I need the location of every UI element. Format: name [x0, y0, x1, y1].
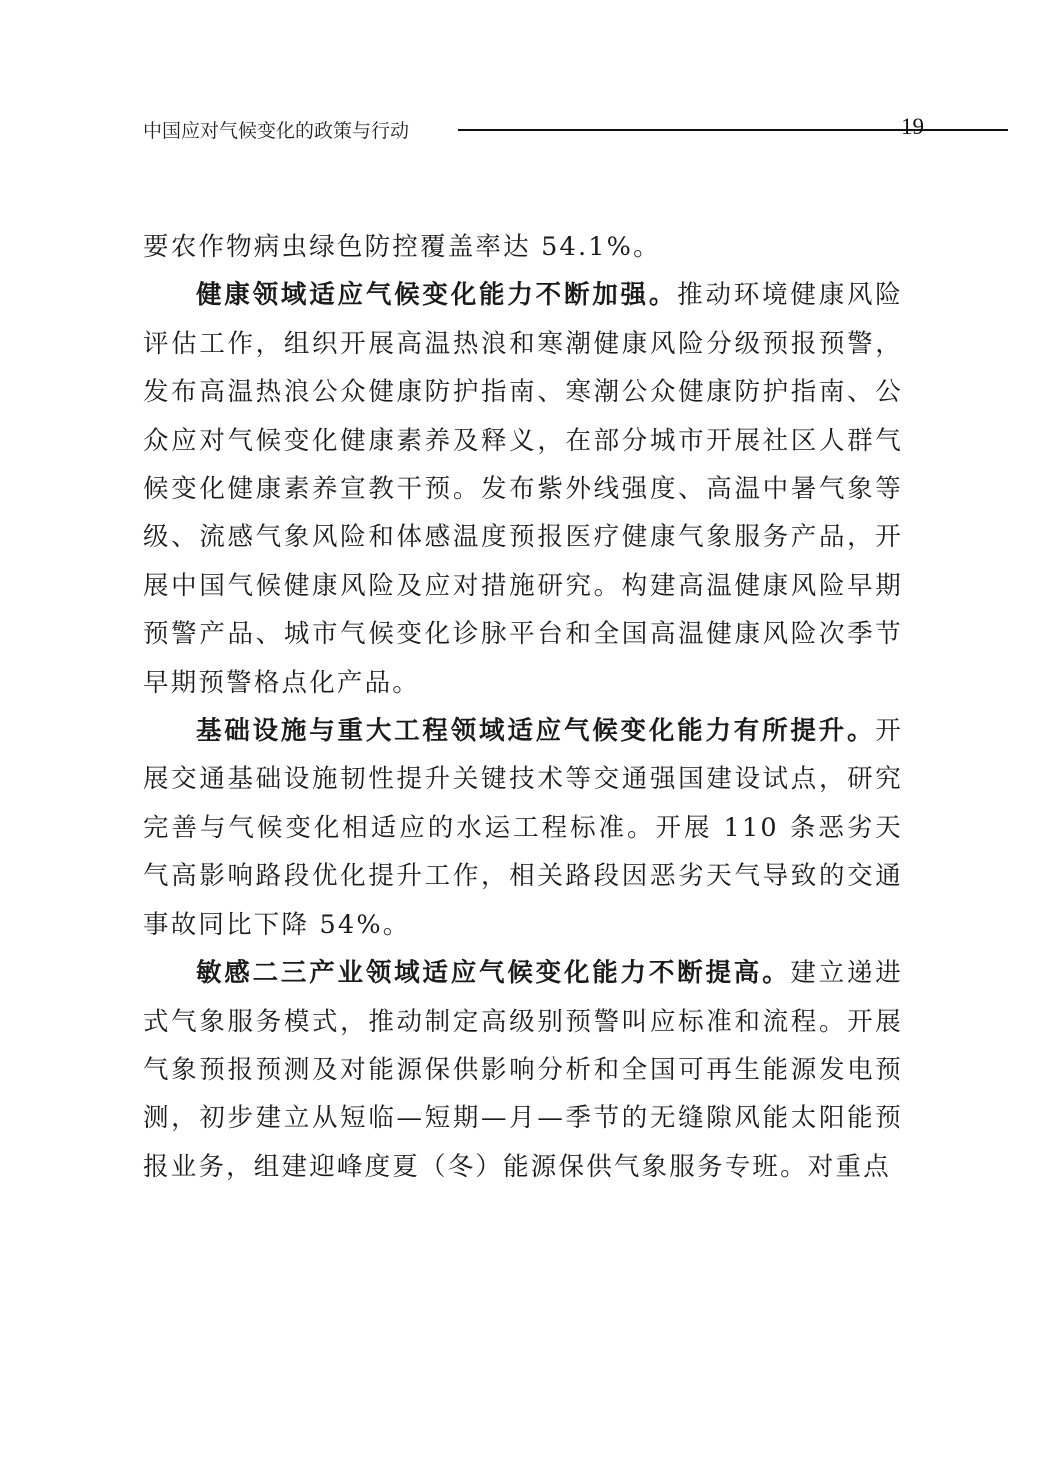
paragraph-2-lead: 健康领域适应气候变化能力不断加强。: [196, 280, 678, 311]
page-header: [143, 112, 933, 146]
header-rule: [458, 129, 1008, 131]
paragraph-4-lead: 敏感二三产业领域适应气候变化能力不断提高。: [196, 958, 791, 989]
paragraph-3-text: 开展交通基础设施韧性提升关键技术等交通强国建设试点，研究完善与气候变化相适应的水运工程标准。开展 110 条恶劣天气高影响路段优化提升工作，相关路段因恶劣天气导致的交通事故同比下降 54%。: [143, 716, 903, 940]
paragraph-4: [143, 949, 903, 1191]
paragraph-3: [143, 707, 903, 949]
body-text: [143, 223, 903, 1191]
paragraph-4-text: 建立递进式气象服务模式，推动制定高级别预警叫应标准和流程。开展气象预报预测及对能源保供影响分析和全国可再生能源发电预测，初步建立从短临—短期—月—季节的无缝隙风能太阳能预报业务，组建迎峰度夏（冬）能源保供气象服务专班。对重点: [143, 958, 904, 1182]
paragraph-1-text: 要农作物病虫绿色防控覆盖率达 54.1%。: [143, 232, 661, 262]
paragraph-3-lead: 基础设施与重大工程领域适应气候变化能力有所提升。: [196, 716, 876, 747]
paragraph-2: [143, 271, 903, 707]
running-title: 中国应对气候变化的政策与行动: [143, 120, 410, 142]
paragraph-1: [143, 223, 903, 271]
paragraph-2-text: 推动环境健康风险评估工作，组织开展高温热浪和寒潮健康风险分级预报预警，发布高温热浪公众健康防护指南、寒潮公众健康防护指南、公众应对气候变化健康素养及释义，在部分城市开展社区人群气候变化健康素养宣教干预。发布紫外线强度、高温中暑气象等级、流感气象风险和体感温度预报医疗健康气象服务产品，开展中国气候健康风险及应对措施研究。构建高温健康风险早期预警产品、城市气候变化诊脉平台和全国高温健康风险次季节早期预警格点化产品。: [143, 280, 903, 698]
page-number: 19: [901, 114, 924, 139]
